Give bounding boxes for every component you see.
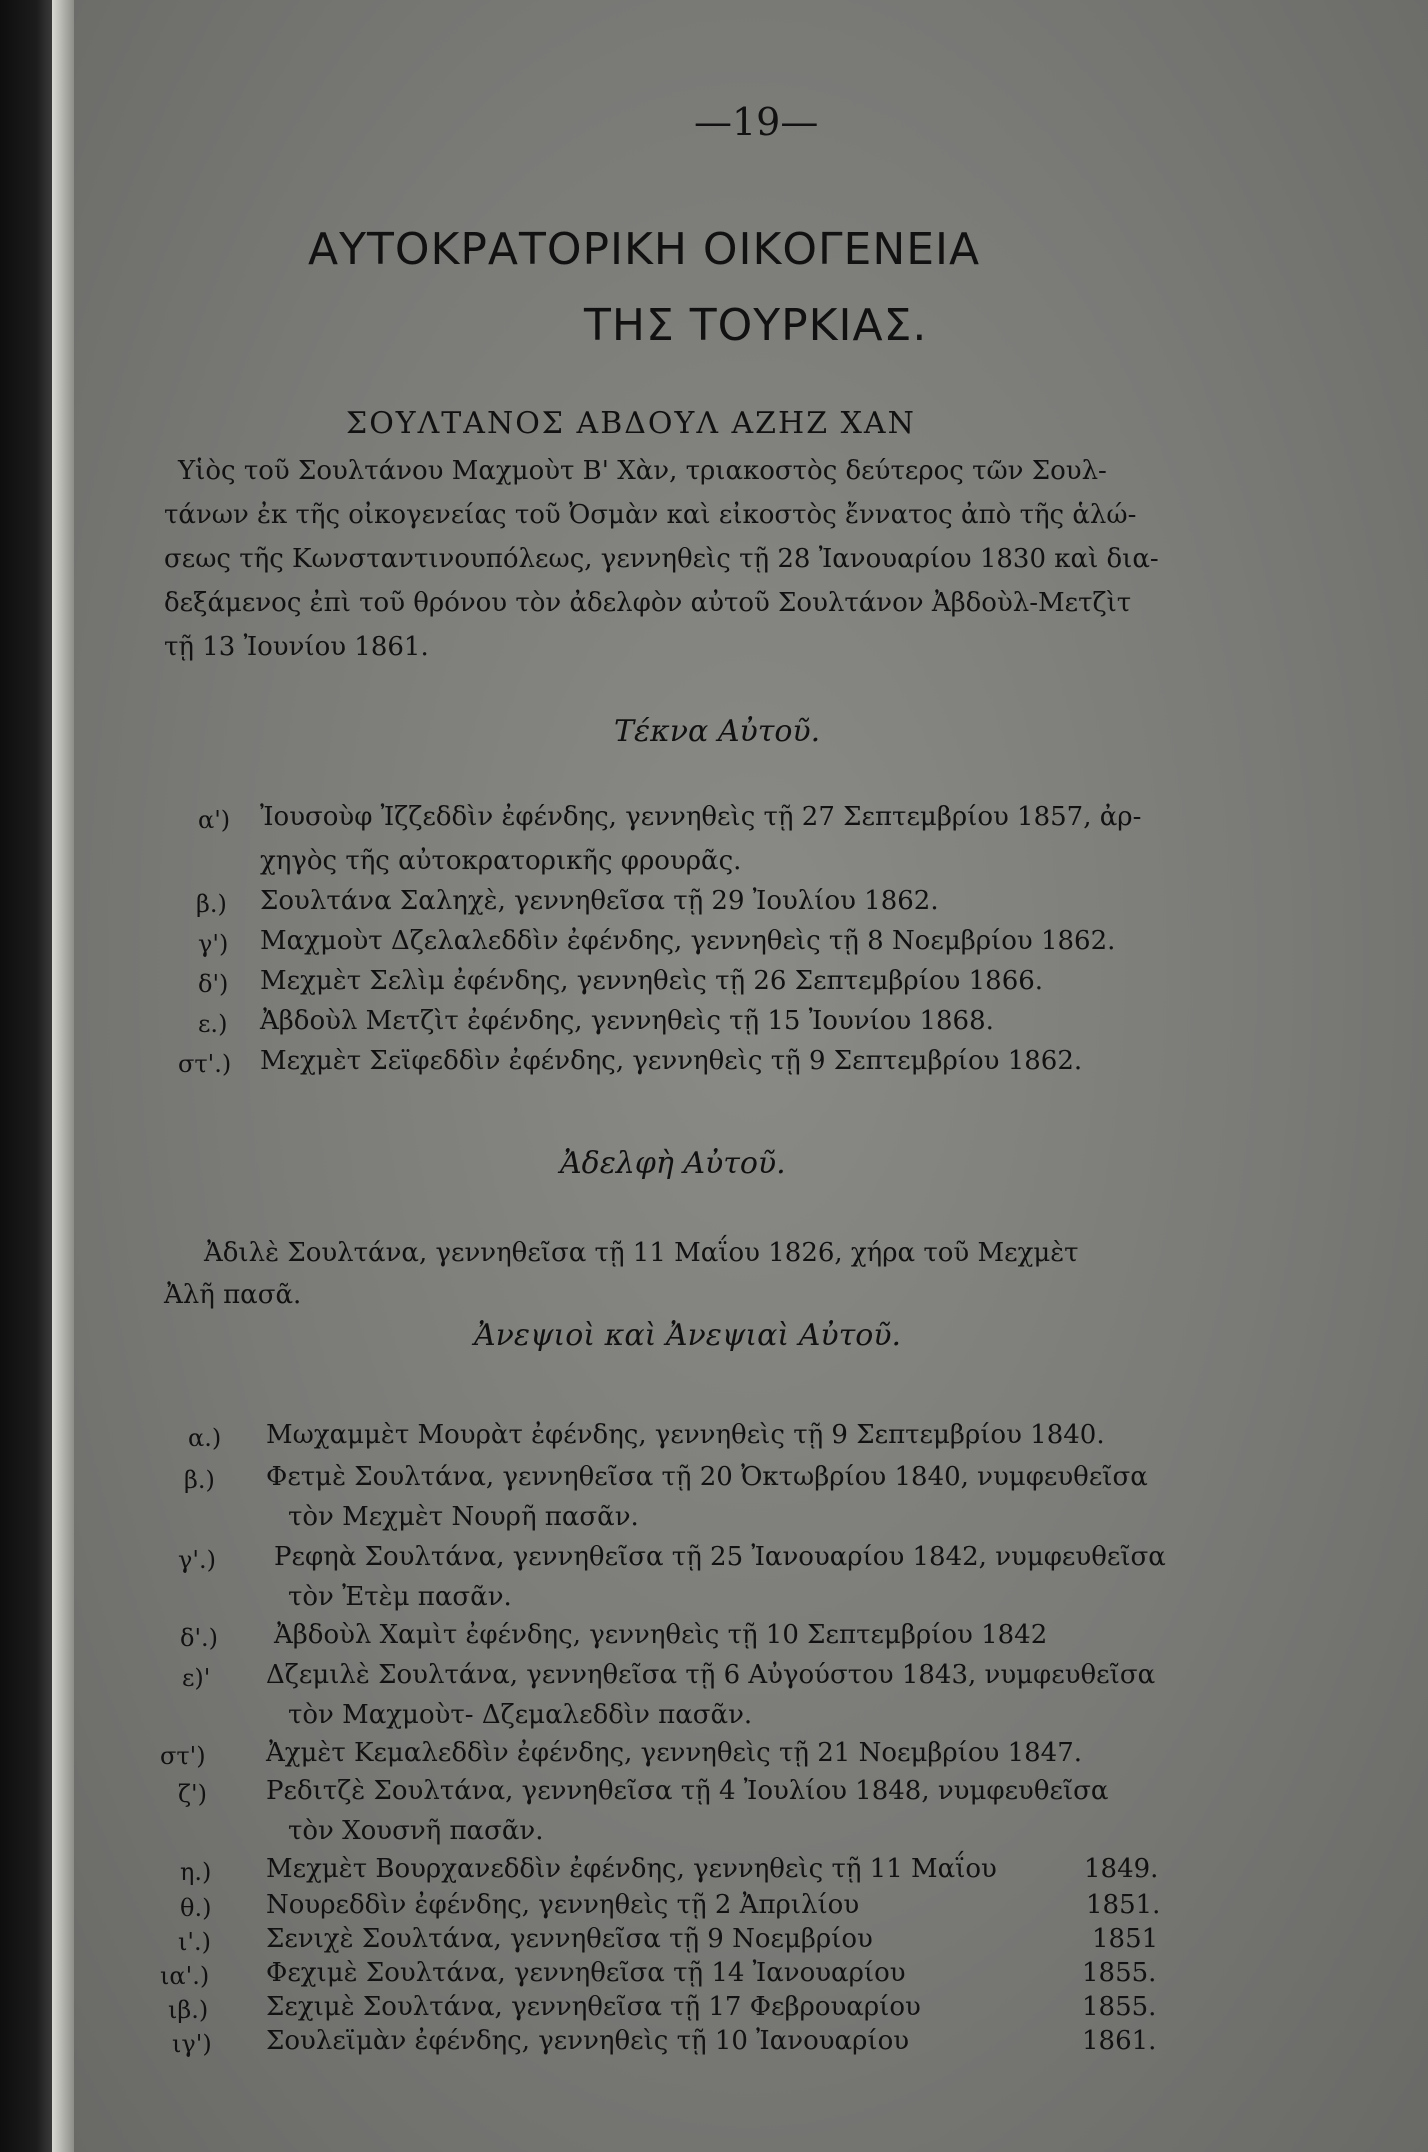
list-item-label: ε.) [198, 1010, 228, 1038]
list-item: Ρεδιτζὲ Σουλτάνα, γεννηθεῖσα τῇ 4 Ἰουλίου 1848, νυμφευθεῖσα [266, 1776, 1109, 1806]
list-item: τὸν Μαχμοὺτ- Δζεμαλεδδὶν πασᾶν. [288, 1700, 753, 1730]
list-item-label: ζ') [178, 1780, 207, 1808]
bio-line: Υἱὸς τοῦ Σουλτάνου Μαχμοὺτ Β' Χὰν, τριακοστὸς δεύτερος τῶν Σουλ- [178, 456, 1107, 486]
list-item-year: 1855. [1082, 1958, 1157, 1988]
bio-line: τῇ 13 Ἰουνίου 1861. [164, 632, 429, 662]
list-item-label: ια'.) [160, 1962, 210, 1990]
list-item-label: α.) [188, 1424, 222, 1452]
list-item: Ἀβδοὺλ Χαμὶτ ἐφένδης, γεννηθεὶς τῇ 10 Σεπτεμβρίου 1842 [274, 1620, 1048, 1650]
list-item-label: ιβ.) [168, 1996, 209, 2024]
sultan-name: ΣΟΥΛΤΑΝΟΣ ΑΒΔΟΥΛ ΑΖΗΖ ΧΑΝ [346, 406, 916, 441]
list-item-label: δ') [198, 970, 229, 998]
list-item: τὸν Μεχμὲτ Νουρῆ πασᾶν. [288, 1502, 639, 1532]
list-item: Ἰουσοὺφ Ἰζζεδδὶν ἐφένδης, γεννηθεὶς τῇ 27 Σεπτεμβρίου 1857, ἀρ- [260, 802, 1142, 832]
list-item: Φεχιμὲ Σουλτάνα, γεννηθεῖσα τῇ 14 Ἰανουαρίου [266, 1958, 906, 1988]
list-item-label: β.) [196, 890, 227, 918]
sister-title: Ἀδελφὴ Αὐτοῦ. [560, 1146, 786, 1181]
list-item-label: ι'.) [178, 1928, 211, 1956]
list-item: Σενιχὲ Σουλτάνα, γεννηθεῖσα τῇ 9 Νοεμβρίου [266, 1924, 873, 1954]
list-item: Ρεφηὰ Σουλτάνα, γεννηθεῖσα τῇ 25 Ἰανουαρίου 1842, νυμφευθεῖσα [274, 1542, 1166, 1572]
list-item-label: ε)' [182, 1664, 211, 1692]
list-item: τὸν Χουσνῆ πασᾶν. [288, 1816, 544, 1846]
book-binding [0, 0, 52, 2152]
sister-line: Ἀλῆ πασᾶ. [164, 1280, 302, 1310]
list-item-year: 1849. [1084, 1854, 1159, 1884]
list-item-label: δ'.) [180, 1624, 219, 1652]
list-item: Φετμὲ Σουλτάνα, γεννηθεῖσα τῇ 20 Ὀκτωβρίου 1840, νυμφευθεῖσα [266, 1462, 1148, 1492]
children-title: Τέκνα Αὐτοῦ. [614, 714, 821, 749]
list-item: Δζεμιλὲ Σουλτάνα, γεννηθεῖσα τῇ 6 Αὐγούστου 1843, νυμφευθεῖσα [266, 1660, 1156, 1690]
list-item: Μεχμὲτ Βουρχανεδδὶν ἐφένδης, γεννηθεὶς τῇ 11 Μαΐου [266, 1854, 997, 1884]
list-item-label: θ.) [180, 1894, 212, 1922]
heading-line-2: ΤΗΣ ΤΟΥΡΚΙΑΣ. [584, 300, 928, 351]
list-item-year: 1861. [1082, 2026, 1157, 2056]
bio-line: τάνων ἐκ τῆς οἰκογενείας τοῦ Ὀσμὰν καὶ εἰκοστὸς ἔννατος ἀπὸ τῆς ἁλώ- [164, 500, 1137, 530]
heading-line-1: ΑΥΤΟΚΡΑΤΟΡΙΚΗ ΟΙΚΟΓΕΝΕΙΑ [308, 224, 981, 275]
list-item-year: 1855. [1082, 1992, 1157, 2022]
bio-line: σεως τῆς Κωνσταντινουπόλεως, γεννηθεὶς τῇ 28 Ἰανουαρίου 1830 καὶ δια- [164, 544, 1159, 574]
page-number: —19— [694, 100, 819, 144]
list-item-label: γ') [198, 930, 229, 958]
list-item-label: στ') [160, 1742, 206, 1770]
list-item: Μεχμὲτ Σεϊφεδδὶν ἐφένδης, γεννηθεὶς τῇ 9 Σεπτεμβρίου 1862. [260, 1046, 1083, 1076]
list-item-label: ιγ') [172, 2030, 212, 2058]
list-item: Ἀχμὲτ Κεμαλεδδὶν ἐφένδης, γεννηθεὶς τῇ 21 Νοεμβρίου 1847. [266, 1738, 1083, 1768]
list-item-label: η.) [180, 1858, 212, 1886]
book-page [74, 0, 1428, 2152]
nephews-title: Ἀνεψιοὶ καὶ Ἀνεψιαὶ Αὐτοῦ. [474, 1318, 902, 1353]
page-edge [52, 0, 74, 2152]
list-item: τὸν Ἐτὲμ πασᾶν. [288, 1582, 512, 1612]
list-item-label: γ'.) [178, 1546, 216, 1574]
list-item: Σουλεϊμὰν ἐφένδης, γεννηθεὶς τῇ 10 Ἰανουαρίου [266, 2026, 910, 2056]
list-item: Σουλτάνα Σαληχὲ, γεννηθεῖσα τῇ 29 Ἰουλίου 1862. [260, 886, 939, 916]
list-item: Ἀβδοὺλ Μετζὶτ ἐφένδης, γεννηθεὶς τῇ 15 Ἰουνίου 1868. [260, 1006, 994, 1036]
list-item: Μωχαμμὲτ Μουρὰτ ἐφένδης, γεννηθεὶς τῇ 9 Σεπτεμβρίου 1840. [266, 1420, 1105, 1450]
list-item-year: 1851. [1086, 1890, 1161, 1920]
sister-line: Ἀδιλὲ Σουλτάνα, γεννηθεῖσα τῇ 11 Μαΐου 1826, χήρα τοῦ Μεχμὲτ [204, 1238, 1079, 1268]
list-item: Σεχιμὲ Σουλτάνα, γεννηθεῖσα τῇ 17 Φεβρουαρίου [266, 1992, 921, 2022]
list-item: Νουρεδδὶν ἐφένδης, γεννηθεὶς τῇ 2 Ἀπριλίου [266, 1890, 860, 1920]
list-item-label: α') [198, 806, 231, 834]
bio-line: δεξάμενος ἐπὶ τοῦ θρόνου τὸν ἀδελφὸν αὐτοῦ Σουλτάνον Ἀβδοὺλ-Μετζὶτ [164, 588, 1132, 618]
list-item-label: β.) [184, 1466, 215, 1494]
list-item: χηγὸς τῆς αὐτοκρατορικῆς φρουρᾶς. [260, 846, 742, 876]
list-item-label: στ'.) [178, 1050, 232, 1078]
list-item: Μαχμοὺτ Δζελαλεδδὶν ἐφένδης, γεννηθεὶς τῇ 8 Νοεμβρίου 1862. [260, 926, 1116, 956]
list-item: Μεχμὲτ Σελὶμ ἐφένδης, γεννηθεὶς τῇ 26 Σεπτεμβρίου 1866. [260, 966, 1044, 996]
list-item-year: 1851 [1092, 1924, 1159, 1954]
